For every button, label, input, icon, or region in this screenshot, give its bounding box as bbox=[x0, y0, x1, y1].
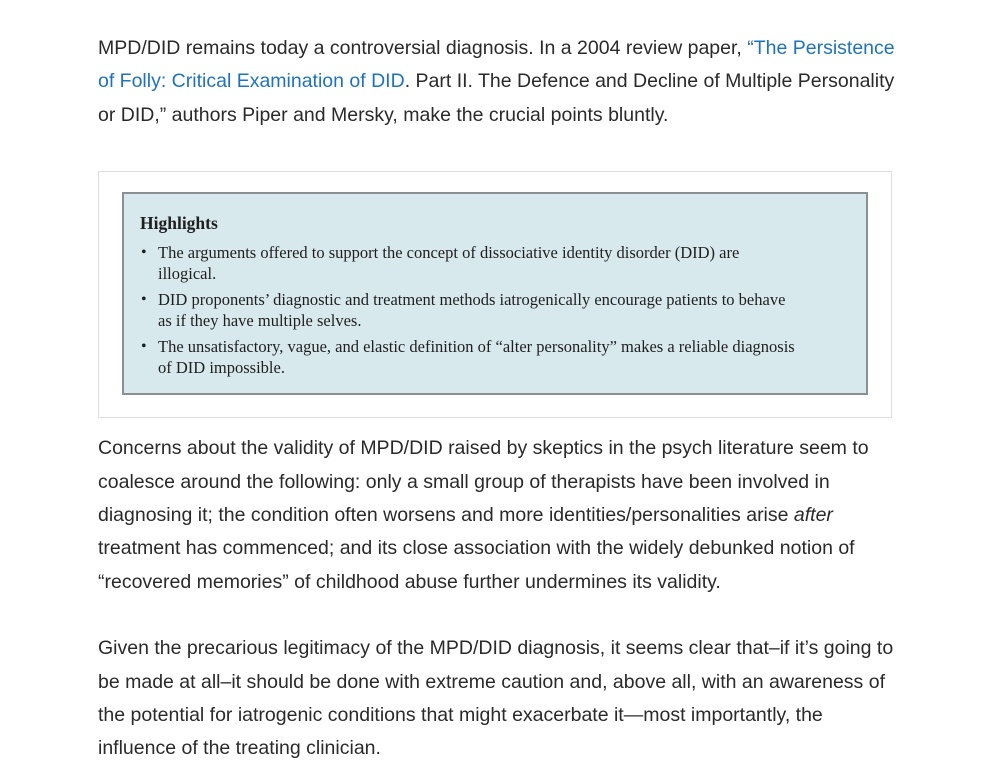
bullet-icon: • bbox=[141, 291, 147, 309]
intro-paragraph bbox=[98, 32, 898, 132]
highlight-text: DID proponents’ diagnostic and treatment methods iatrogenically encourage patients to behave as if they have multiple selves. bbox=[158, 290, 786, 330]
concerns-text-before-emphasis: Concerns about the validity of MPD/DID raised by skeptics in the psych literature seem to coalesce around the following: only a small group of therapists have been involved in diagnosing it; the condition often worsens and more identities/personalities arise bbox=[98, 437, 869, 527]
concerns-paragraph bbox=[98, 432, 898, 599]
highlights-figure bbox=[98, 171, 892, 418]
highlights-title: Highlights bbox=[140, 213, 218, 234]
concerns-text-after-emphasis: treatment has commenced; and its close association with the widely debunked notion of “recovered memories” of childhood abuse further undermines its validity. bbox=[98, 537, 855, 593]
intro-text-after-link: . Part II. The Defence and Decline of Multiple Personality or DID,” authors Piper and Mersky, make the crucial points bluntly. bbox=[98, 70, 895, 126]
emphasis-after: after bbox=[793, 504, 833, 527]
highlights-box bbox=[122, 192, 868, 395]
bullet-icon: • bbox=[141, 338, 147, 356]
conclusion-paragraph: Given the precarious legitimacy of the MPD/DID diagnosis, it seems clear that–if it’s going to be made at all–it should be done with extreme caution and, above all, with an awareness of the potential for iatrogenic conditions that might exacerbate it—most importantly, the influence of the treating clinician. bbox=[98, 637, 894, 760]
highlight-text: The arguments offered to support the concept of dissociative identity disorder (DID) are illogical. bbox=[158, 243, 740, 283]
highlight-item bbox=[140, 243, 798, 284]
review-paper-link[interactable]: “The Persistence of Folly: Critical Examination of DID bbox=[98, 37, 895, 93]
highlight-item bbox=[140, 290, 798, 331]
bullet-icon: • bbox=[141, 244, 147, 262]
highlight-text: The unsatisfactory, vague, and elastic definition of “alter personality” makes a reliable diagnosis of DID impossible. bbox=[158, 337, 795, 377]
highlights-list bbox=[140, 243, 850, 378]
highlight-item bbox=[140, 337, 798, 378]
article-body bbox=[98, 32, 898, 766]
intro-text-before-link: MPD/DID remains today a controversial diagnosis. In a 2004 review paper, bbox=[98, 37, 748, 59]
